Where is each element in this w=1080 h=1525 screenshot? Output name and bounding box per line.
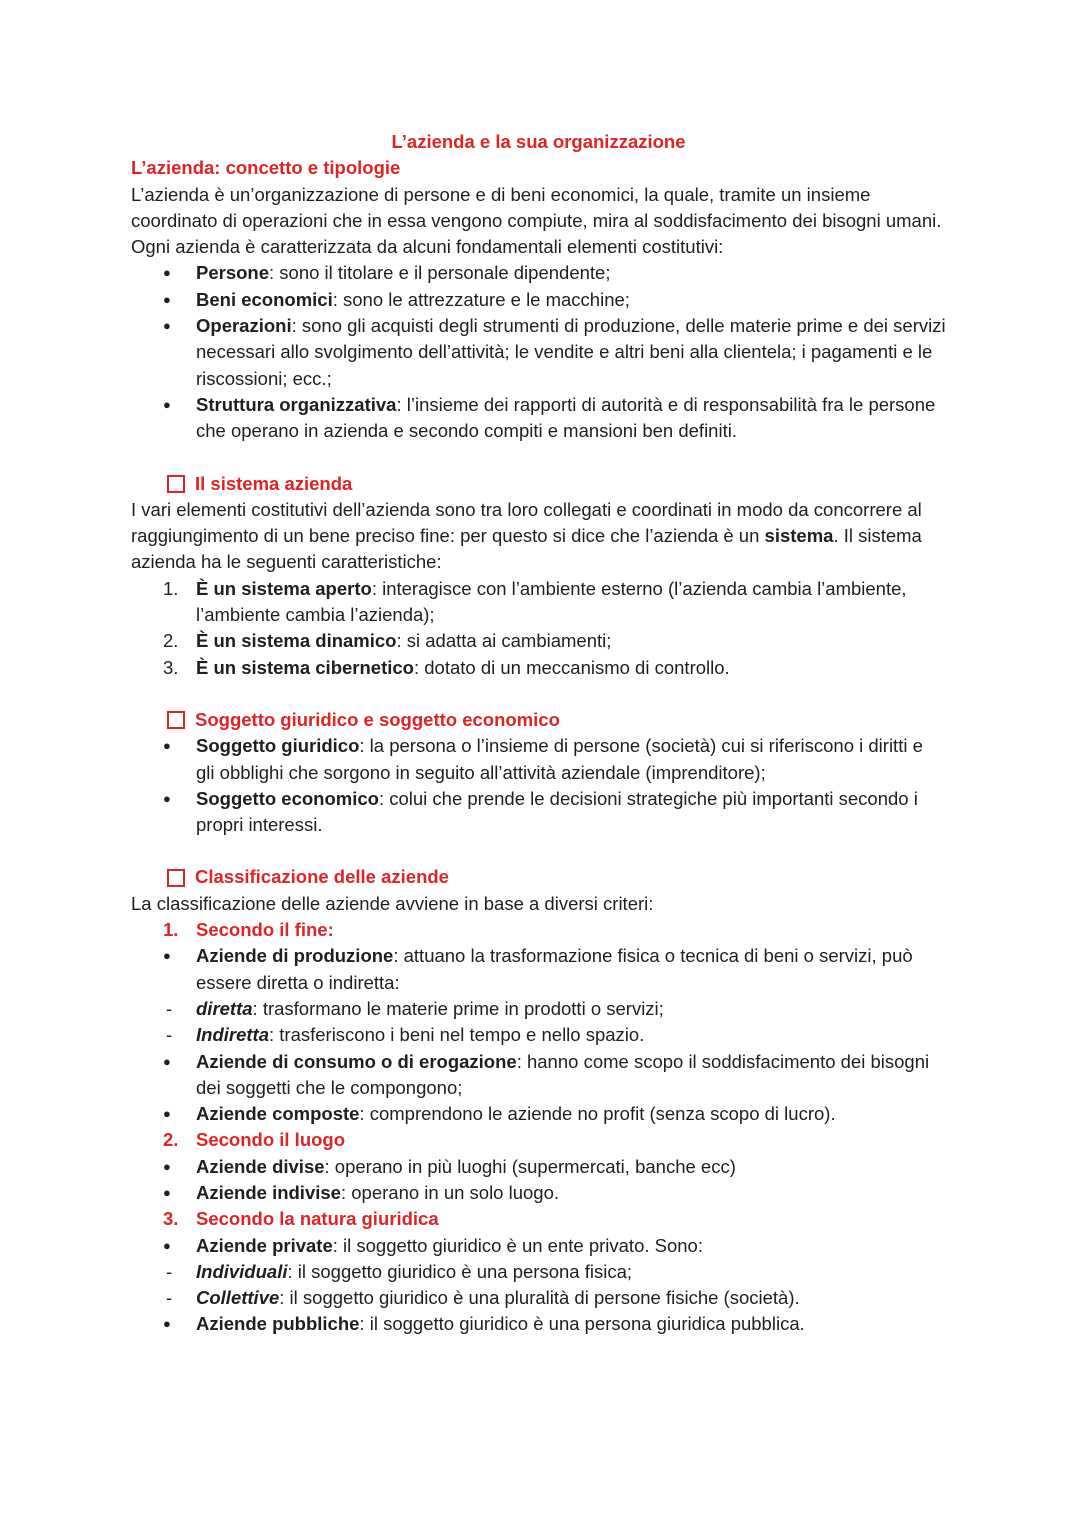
- list-item: [131, 1233, 946, 1259]
- item-desc: : hanno come scopo il soddisfacimento dei bisogni dei soggetti che le compongono;: [196, 1050, 930, 1098]
- item-desc: : sono le attrezzature e le macchine;: [332, 288, 630, 310]
- sistema-text-bold: sistema: [764, 525, 834, 547]
- item-term: Aziende di consumo o di erogazione: [196, 1050, 517, 1072]
- bullet-icon: [163, 733, 193, 761]
- item-number: 2.: [163, 1129, 179, 1151]
- item-term: Beni economici: [196, 288, 333, 310]
- item-number: 1.: [163, 919, 179, 941]
- item-desc: : sono gli acquisti degli strumenti di produzione, delle materie prime e dei servizi necessari allo svolgimento dell’attività; le vendite e altri beni alla clientela; i pagamenti e le riscossioni; ecc.;: [196, 315, 946, 389]
- item-desc: : il soggetto giuridico è un ente privato. Sono:: [332, 1234, 703, 1256]
- item-desc: : il soggetto giuridico è una pluralità di persone fisiche (società).: [279, 1287, 800, 1309]
- list-item: [131, 1311, 946, 1337]
- item-number: 1.: [163, 577, 179, 599]
- item-term: È un sistema dinamico: [196, 630, 397, 652]
- classificazione-heading: Classificazione delle aziende: [195, 866, 449, 888]
- item-term: Aziende private: [196, 1234, 333, 1256]
- list-item: [131, 996, 946, 1022]
- list-item: [131, 943, 946, 996]
- sistema-heading: Il sistema azienda: [195, 472, 353, 494]
- bullet-icon: [163, 392, 193, 420]
- bullet-icon: [163, 1154, 193, 1182]
- bullet-icon: [163, 260, 193, 288]
- item-desc: : attuano la trasformazione fisica o tecnica di beni o servizi, può essere diretta o indiretta:: [196, 945, 913, 993]
- item-number: 2.: [163, 630, 179, 652]
- item-desc: : dotato di un meccanismo di controllo.: [413, 656, 730, 678]
- item-term: Aziende indivise: [196, 1181, 341, 1203]
- criterion-label: Secondo la natura giuridica: [196, 1208, 439, 1230]
- list-item: [131, 655, 946, 681]
- bullet-icon: [163, 1180, 193, 1208]
- list-item: [131, 260, 946, 286]
- sistema-text-b: . Il sistema azienda ha le seguenti caratteristiche:: [131, 525, 922, 573]
- checkbox-icon: [167, 711, 185, 729]
- item-term: Struttura organizzativa: [196, 393, 397, 415]
- spacer: [131, 445, 946, 471]
- item-term: Soggetto economico: [196, 787, 379, 809]
- spacer: [131, 681, 946, 707]
- section-heading-row: [131, 707, 946, 733]
- item-term: Soggetto giuridico: [196, 735, 360, 757]
- document-body: [131, 129, 946, 1338]
- dash-icon: -: [166, 997, 173, 1019]
- item-desc: : la persona o l’insieme di persone (società) cui si riferiscono i diritti e gli obblighi che sorgono in seguito all’attività aziendale (imprenditore);: [196, 735, 923, 783]
- list-item: [131, 1101, 946, 1127]
- intro-paragraph: L’azienda è un’organizzazione di persone e di beni economici, la quale, tramite un insieme coordinato di operazioni che in essa vengono compiute, mira al soddisfacimento dei bisogni umani. Ogni azienda è caratterizzata da alcuni fondamentali elementi costitutivi:: [131, 183, 942, 258]
- criterion-label: Secondo il luogo: [196, 1129, 346, 1151]
- soggetto-heading: Soggetto giuridico e soggetto economico: [195, 708, 560, 730]
- spacer: [131, 838, 946, 864]
- item-desc: : trasformano le materie prime in prodotti o servizi;: [252, 997, 664, 1019]
- list-item: [131, 287, 946, 313]
- criterion-heading: [131, 1206, 946, 1232]
- criterion-heading: [131, 1127, 946, 1153]
- item-term: È un sistema aperto: [196, 577, 372, 599]
- criterion-label: Secondo il fine:: [196, 919, 334, 941]
- item-desc: : operano in un solo luogo.: [340, 1181, 560, 1203]
- checkbox-icon: [167, 475, 185, 493]
- dash-icon: -: [166, 1260, 173, 1282]
- item-term: Aziende divise: [196, 1155, 325, 1177]
- item-desc: : trasferiscono i beni nel tempo e nello spazio.: [268, 1024, 645, 1046]
- list-item: [131, 576, 946, 629]
- list-item: [131, 1180, 946, 1206]
- list-item: [131, 786, 946, 839]
- list-item: [131, 1154, 946, 1180]
- list-item: [131, 1259, 946, 1285]
- item-number: 3.: [163, 1208, 179, 1230]
- sistema-text-a: I vari elementi costitutivi dell’azienda sono tra loro collegati e coordinati in modo da concorrere al raggiungimento di un bene preciso fine: per questo si dice che l’azienda è un: [131, 498, 922, 547]
- item-term: Aziende di produzione: [196, 945, 394, 967]
- criterion-heading: [131, 917, 946, 943]
- item-desc: : il soggetto giuridico è una persona giuridica pubblica.: [359, 1313, 805, 1335]
- item-number: 3.: [163, 656, 179, 678]
- bullet-icon: [163, 1101, 193, 1129]
- item-desc: : si adatta ai cambiamenti;: [396, 630, 612, 652]
- list-item: [131, 313, 946, 392]
- item-term: Individuali: [196, 1260, 288, 1282]
- list-item: [131, 628, 946, 654]
- bullet-icon: [163, 943, 193, 971]
- intro-heading: L’azienda: concetto e tipologie: [131, 157, 401, 179]
- item-desc: : interagisce con l’ambiente esterno (l’azienda cambia l’ambiente, l’ambiente cambia l’azienda);: [196, 577, 907, 626]
- item-term: Persone: [196, 262, 270, 284]
- item-term: Aziende pubbliche: [196, 1313, 360, 1335]
- item-term: Operazioni: [196, 315, 292, 337]
- list-item: [131, 1049, 946, 1102]
- item-desc: : l’insieme dei rapporti di autorità e di responsabilità fra le persone che operano in azienda e secondo compiti e mansioni ben definiti.: [196, 393, 936, 442]
- bullet-icon: [163, 1311, 193, 1339]
- document-title: L’azienda e la sua organizzazione: [391, 131, 686, 152]
- list-item: [131, 733, 946, 786]
- item-term: diretta: [196, 997, 253, 1019]
- dash-icon: -: [166, 1287, 173, 1309]
- bullet-icon: [163, 287, 193, 315]
- list-item: [131, 1022, 946, 1048]
- section-heading-row: [131, 471, 946, 497]
- item-desc: : comprendono le aziende no profit (senza scopo di lucro).: [359, 1103, 836, 1125]
- bullet-icon: [163, 313, 193, 341]
- bullet-icon: [163, 1233, 193, 1261]
- list-item: [131, 1285, 946, 1311]
- item-term: Collettive: [196, 1287, 280, 1309]
- list-item: [131, 392, 946, 445]
- checkbox-icon: [167, 869, 185, 887]
- sistema-paragraph: [131, 497, 946, 576]
- item-desc: : il soggetto giuridico è una persona fisica;: [287, 1260, 632, 1282]
- section-heading-row: [131, 864, 946, 890]
- bullet-icon: [163, 786, 193, 814]
- dash-icon: -: [166, 1024, 173, 1046]
- item-term: Aziende composte: [196, 1103, 360, 1125]
- item-desc: : colui che prende le decisioni strategiche più importanti secondo i propri interessi.: [196, 787, 918, 836]
- item-term: È un sistema cibernetico: [196, 656, 414, 678]
- classificazione-paragraph: La classificazione delle aziende avviene in base a diversi criteri:: [131, 892, 654, 914]
- bullet-icon: [163, 1049, 193, 1077]
- item-desc: : operano in più luoghi (supermercati, banche ecc): [324, 1155, 736, 1177]
- item-desc: : sono il titolare e il personale dipendente;: [269, 262, 611, 284]
- item-term: Indiretta: [196, 1024, 269, 1046]
